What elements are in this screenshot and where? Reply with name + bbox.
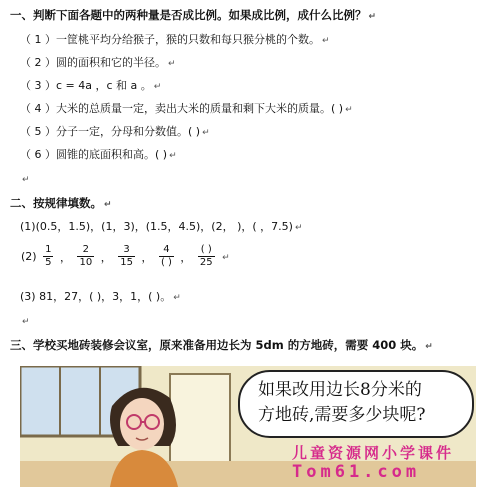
blank-line-1: ↵	[22, 175, 30, 185]
fraction-denominator: 25	[199, 257, 213, 268]
speech-bubble	[238, 370, 474, 438]
question-5: （ 5 ）分子一定，分母和分数值。( ) ↵	[20, 125, 210, 138]
fraction-numerator: 4	[159, 244, 174, 257]
watermark-url: Tom61.com	[292, 462, 421, 482]
fraction-denominator: ( )	[160, 257, 172, 268]
pattern-row-3: (3) 81，27，( )，3，1，( )。 ↵	[20, 290, 181, 303]
pattern-row-2: (2) $\frac{1}{5}$ ， $\frac{2}{10}$ ， $\frac{3}{15}$ ， $\frac{4}{( )}$ ， $\frac{( )}{25}$ ↵	[21, 244, 230, 268]
fraction-numerator: ( )	[198, 244, 215, 257]
fraction-separator: ，	[100, 250, 112, 264]
section2-heading: 二、按规律填数。 ↵	[10, 196, 112, 210]
fraction-numerator: 3	[118, 244, 135, 257]
teacher-figure	[110, 388, 178, 487]
bubble-line-2: 方地砖,需要多少块呢?	[258, 405, 426, 425]
fraction-denominator: 15	[120, 257, 133, 268]
fraction-denominator: 5	[45, 257, 52, 268]
pattern-row-1: (1)(0.5，1.5)，(1，3)，(1.5，4.5)，(2， )，( ，7.5) ↵	[20, 220, 303, 233]
question-2: （ 2 ）圆的面积和它的半径。 ↵	[20, 56, 176, 69]
question-4: （ 4 ）大米的总质量一定，卖出大米的质量和剩下大米的质量。( ) ↵	[20, 102, 353, 115]
bubble-line-1: 如果改用边长8分米的	[258, 380, 422, 400]
question-3: （ 3 ）c = 4a ，c 和 a 。 ↵	[20, 79, 162, 92]
blank-line-2: ↵	[22, 317, 30, 327]
fraction-numerator: 1	[45, 244, 52, 255]
fraction-separator: ，	[59, 250, 71, 264]
classroom-illustration	[20, 366, 476, 487]
fraction-separator: ，	[180, 250, 192, 264]
question-1: （ 1 ）一筐桃平均分给猴子，猴的只数和每只猴分桃的个数。 ↵	[20, 33, 330, 46]
fraction-1	[43, 244, 53, 269]
section1-heading: 一、判断下面各题中的两种量是否成比例。如果成比例，成什么比例？ ↵	[10, 8, 377, 22]
speech-bubble-text	[258, 378, 426, 428]
fraction-5	[198, 244, 215, 269]
fraction-denominator: 10	[79, 257, 93, 268]
watermark-text: 儿童资源网小学课件	[292, 444, 455, 462]
row2-label: (2)	[21, 250, 37, 263]
section3-heading: 三、学校买地砖装修会议室，原来准备用边长为 5dm 的方地砖，需要 400 块。 ↵	[10, 338, 433, 352]
blackboard	[170, 374, 230, 464]
question-6: （ 6 ）圆锥的底面积和高。( ) ↵	[20, 148, 177, 161]
fraction-numerator: 2	[77, 244, 94, 257]
fraction-2	[77, 244, 94, 269]
fraction-3	[118, 244, 135, 269]
fraction-separator: ，	[141, 250, 153, 264]
fraction-4	[159, 244, 174, 269]
